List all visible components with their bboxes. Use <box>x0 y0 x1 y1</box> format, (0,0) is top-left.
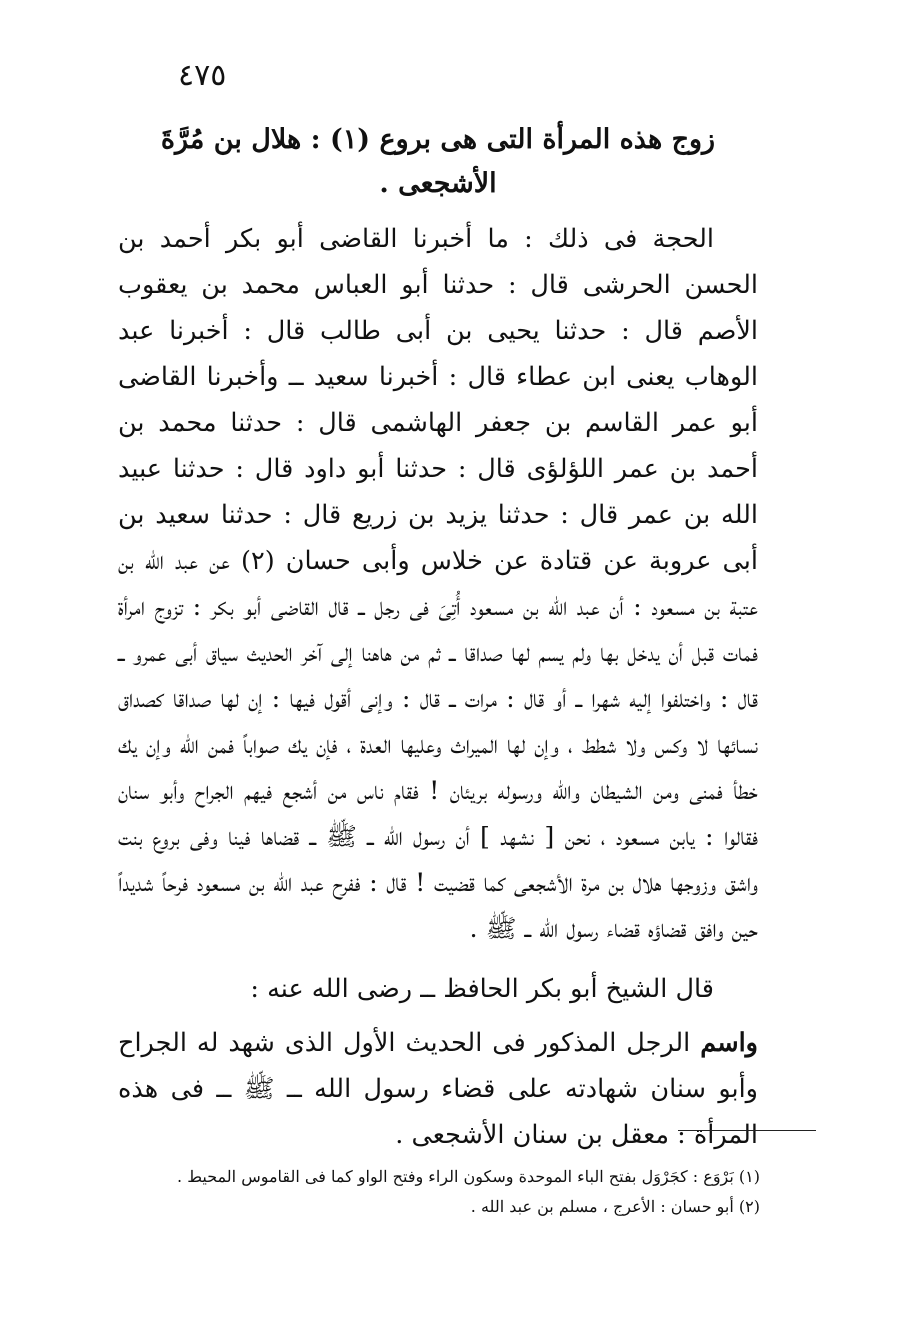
conclusion-lead-word: واسم <box>700 1028 758 1058</box>
page-number: ٤٧٥ <box>178 58 227 93</box>
conclusion-text: الرجل المذكور فى الحديث الأول الذى شهد له الجراح وأبو سنان شهادته على قضاء رسول الله ــ ﷺ ــ فى هذه المرأة : معقل بن سنان الأشجعى . <box>118 1028 758 1150</box>
sheikh-paragraph: قال الشيخ أبو بكر الحافظ ــ رضى الله عنه : <box>250 974 714 1004</box>
footnote-1: (١) بَرْوَع : كجَرْوَل بفتح الباء الموحدة وسكون الراء وفتح الواو كما فى القاموس المحيط . <box>177 1167 760 1186</box>
main-text <box>118 118 758 1158</box>
footnote-separator <box>678 1130 816 1131</box>
footnote-2: (٢) أبو حسان : الأعرج ، مسلم بن عبد الله . <box>470 1197 760 1216</box>
footnotes <box>160 1162 760 1222</box>
heading-line: زوج هذه المرأة التى هى بروع (١) : هلال بن مُرَّةَ الأشجعى . <box>160 124 716 199</box>
conclusion-paragraph <box>118 1020 758 1158</box>
hadith-paragraph: الحجة فى ذلك : ما أخبرنا القاضى أبو بكر أحمد بن الحسن الحرشى قال : حدثنا أبو العباس محمد بن يعقوب الأصم قال : حدثنا يحيى بن أبى طالب قال : أخبرنا عبد الوهاب يعنى ابن عطاء قال : أخبرنا سعيد ــ وأخبرنا القاضى أبو عمر القاسم بن جعفر الهاشمى قال : حدثنا محمد بن أحمد بن عمر اللؤلؤى قال : حدثنا أبو داود قال : حدثنا عبيد الله بن عمر قال : حدثنا يزيد بن زريع قال : حدثنا سعيد بن أبى عروبة عن قتادة عن خلاس وأبى حسان (٢) عن عبد الله بن عتبة بن مسعود : أن عبد الله بن مسعود أُتِىَ فى رجل ــ قال القاضى أبو بكر : تزوج امرأة فمات قبل أن يدخل بها ولم يسم لها صداقا ــ ثم من هاهنا إلى آخر الحديث سياق أبى عمرو ــ قال : واختلفوا إليه شهرا ــ أو قال : مرات ــ قال : وإنى أقول فيها : إن لها صداقا كصداق نسائها لا وكس ولا شطط ، وإن لها الميراث وعليها العدة ، فإن يك صواباً فمن الله وإن يك خطأ فمنى ومن الشيطان والله ورسوله بريئان ! فقام ناس من أشجع فيهم الجراح وأبو سنان فقالوا : يابن مسعود ، نحن [ نشهد ] أن رسول الله ــ ﷺ ــ قضاها فينا وفى بروع بنت واشق وزوجها هلال بن مرة الأشجعى كما قضيت ! قال : ففرح عبد الله بن مسعود فرحاً شديداً حين وافق قضاؤه قضاء رسول الله ــ ﷺ . <box>118 224 758 944</box>
